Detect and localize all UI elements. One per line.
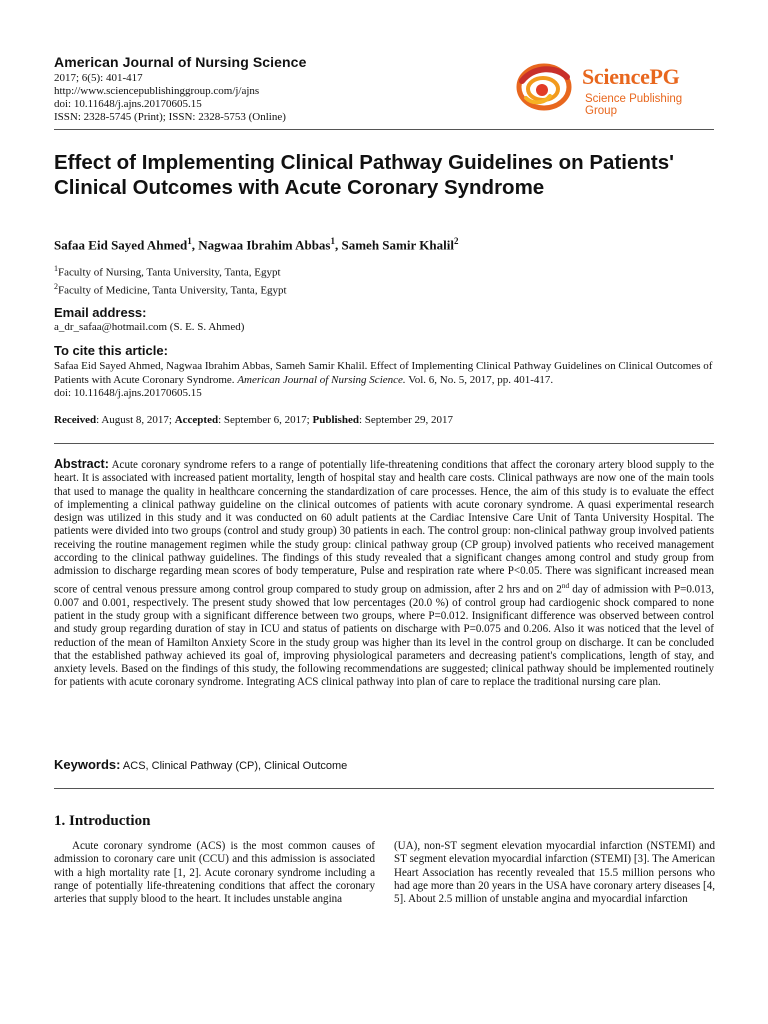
abstract-text: Acute coronary syndrome refers to a range of potentially life-threatening conditions that affect the coronary artery blood supply to the heart. It is associated with increased patient mortality, length of hospital stay and health care costs. Clinical pathways are now one of the main tools that used to manage the quality in healthcare concerning the standardization of care processes. Hence, the aim of this study is to evaluate the effect of implementing a clinical pathway guideline on the clinical outcomes of patients with acute coronary syndrome. A quasi experimental research design was utilized in this study and it was conducted on 60 adult patients at the Cardiac Intensive Care Unit of Tanta University Hospital. The patients were divided into two groups (control and study group) 30 patients in each. The control group: non-clinical pathway group involved patients receiving the routine management regimen while the study group: clinical pathway group (CP group) involved patients who received management according to the clinical pathway guidelines. The findings of this study revealed that a significant changes among control and study group from admission to discharge regarding mean scores of body temperature, Pulse and respiration rate where P<0.05. There was significant increased mean score of central venous pressure among control group compared to study group on admission, after 2 hrs and on 2 bbox=[54, 459, 714, 596]
logo-name: SciencePG bbox=[582, 64, 680, 89]
accepted-date: : September 6, 2017; bbox=[218, 414, 313, 426]
author-affiliation-sup: 2 bbox=[453, 236, 459, 246]
published-date: : September 29, 2017 bbox=[358, 414, 454, 426]
keywords-bottom-divider bbox=[54, 788, 714, 789]
author-name: Nagwaa Ibrahim Abbas bbox=[198, 237, 331, 253]
author-list: Safaa Eid Sayed Ahmed$^1$, Nagwaa Ibrahim Abbas$^1$, Sameh Samir Khalil$^2$ bbox=[54, 236, 459, 253]
issn: ISSN: 2328-5745 (Print); ISSN: 2328-5753 (Online) bbox=[54, 111, 286, 123]
abstract-top-divider bbox=[54, 443, 714, 444]
abstract-label: Abstract: bbox=[54, 457, 109, 471]
citation-journal: American Journal of Nursing Science. bbox=[237, 373, 406, 386]
header-divider bbox=[54, 129, 714, 130]
affiliation-sup: 1 bbox=[54, 264, 58, 273]
affiliation-sup: 2 bbox=[54, 282, 58, 291]
affiliation-text: Faculty of Medicine, Tanta University, Tanta, Egypt bbox=[58, 284, 287, 297]
author-affiliation-sup: 1 bbox=[330, 236, 335, 246]
header-doi: doi: 10.11648/j.ajns.20170605.15 bbox=[54, 98, 202, 110]
affiliation bbox=[54, 282, 287, 297]
sciencepg-swirl-icon bbox=[512, 60, 578, 114]
affiliation-text: Faculty of Nursing, Tanta University, Tanta, Egypt bbox=[58, 266, 281, 279]
logo-subtitle: Science Publishing Group bbox=[585, 93, 683, 117]
email-address[interactable]: a_dr_safaa@hotmail.com (S. E. S. Ahmed) bbox=[54, 321, 245, 333]
keywords-list: ACS, Clinical Pathway (CP), Clinical Outcome bbox=[122, 760, 348, 772]
keywords-label: Keywords: bbox=[54, 757, 121, 772]
received-label: Received bbox=[54, 414, 97, 426]
publication-dates bbox=[54, 414, 453, 428]
accepted-label: Accepted bbox=[174, 414, 219, 426]
author-name: Safaa Eid Sayed Ahmed bbox=[54, 237, 188, 253]
affiliation bbox=[54, 264, 281, 279]
abstract bbox=[54, 458, 714, 690]
cite-label: To cite this article: bbox=[54, 343, 168, 358]
author-name: Sameh Samir Khalil bbox=[341, 237, 454, 253]
section-heading-introduction: 1. Introduction bbox=[54, 813, 151, 829]
citation-doi: doi: 10.11648/j.ajns.20170605.15 bbox=[54, 387, 202, 399]
author-affiliation-sup: 1 bbox=[187, 236, 192, 246]
citation-main: Safaa Eid Sayed Ahmed, Nagwaa Ibrahim Abbas, Sameh Samir Khalil. Effect of Implementing Clinical Pathway Guidelines on Clinical Outcomes of Patients with Acute Coronary Syndrome. bbox=[54, 360, 713, 386]
email-label: Email address: bbox=[54, 305, 147, 320]
abstract-sup: nd bbox=[561, 580, 570, 590]
abstract-text-continued: day of admission with P=0.013, 0.007 and 0.001, respectively. The present study showed that low percentages (20.0 %) of control group had cardiogenic shock compared to none patient in the study group with a significant difference between two groups, where P=0.012. Insignificant difference was observed between control and study group regarding duration of stay in ICU and status of patients on discharge with P=0.075 and 0.206. Also it was noticed that the level of reduction of the mean of Hamilton Anxiety Score in the study group was higher than its level in the control group on discharge. It can be concluded that the established pathway achieved its goal of, improving physiological parameters and decreasing patient's complications, length of stay, and anxiety levels. Based on the findings of this study, the following recommendations are suggested; clinical pathway should be implemented routinely for patients with acute coronary syndrome. Integrating ACS clinical pathway into plan of care to replace the traditional nursing care plan. bbox=[54, 583, 714, 689]
journal-url[interactable]: http://www.sciencepublishinggroup.com/j/ajns bbox=[54, 85, 260, 97]
publisher-logo bbox=[512, 60, 712, 117]
intro-column-left: Acute coronary syndrome (ACS) is the most common causes of admission to coronary care unit (CCU) and this admission is associated with a high mortality rate [1, 2]. Acute coronary syndrome including a range of potentially life-threatening conditions that affect the coronary arteries that supply blood to the heart. It includes unstable angina bbox=[54, 840, 375, 906]
article-title: Effect of Implementing Clinical Pathway Guidelines on Patients' Clinical Outcomes with Acute Coronary Syndrome bbox=[54, 151, 674, 199]
journal-name: American Journal of Nursing Science bbox=[54, 54, 307, 70]
citation-tail: Vol. 6, No. 5, 2017, pp. 401-417. bbox=[408, 373, 554, 386]
volume-pages: 2017; 6(5): 401-417 bbox=[54, 72, 143, 84]
intro-column-right: (UA), non-ST segment elevation myocardial infarction (NSTEMI) and ST segment elevation myocardial infarction (STEMI) [3]. The American Heart Association has recently revealed that 15.5 million persons who had age more than 20 years in the USA have coronary artery diseases [4, 5]. About 2.5 million of unstable angina and myocardial infarction bbox=[394, 840, 715, 906]
citation bbox=[54, 360, 714, 401]
published-label: Published bbox=[312, 414, 359, 426]
keywords bbox=[54, 757, 347, 772]
received-date: : August 8, 2017; bbox=[96, 414, 175, 426]
